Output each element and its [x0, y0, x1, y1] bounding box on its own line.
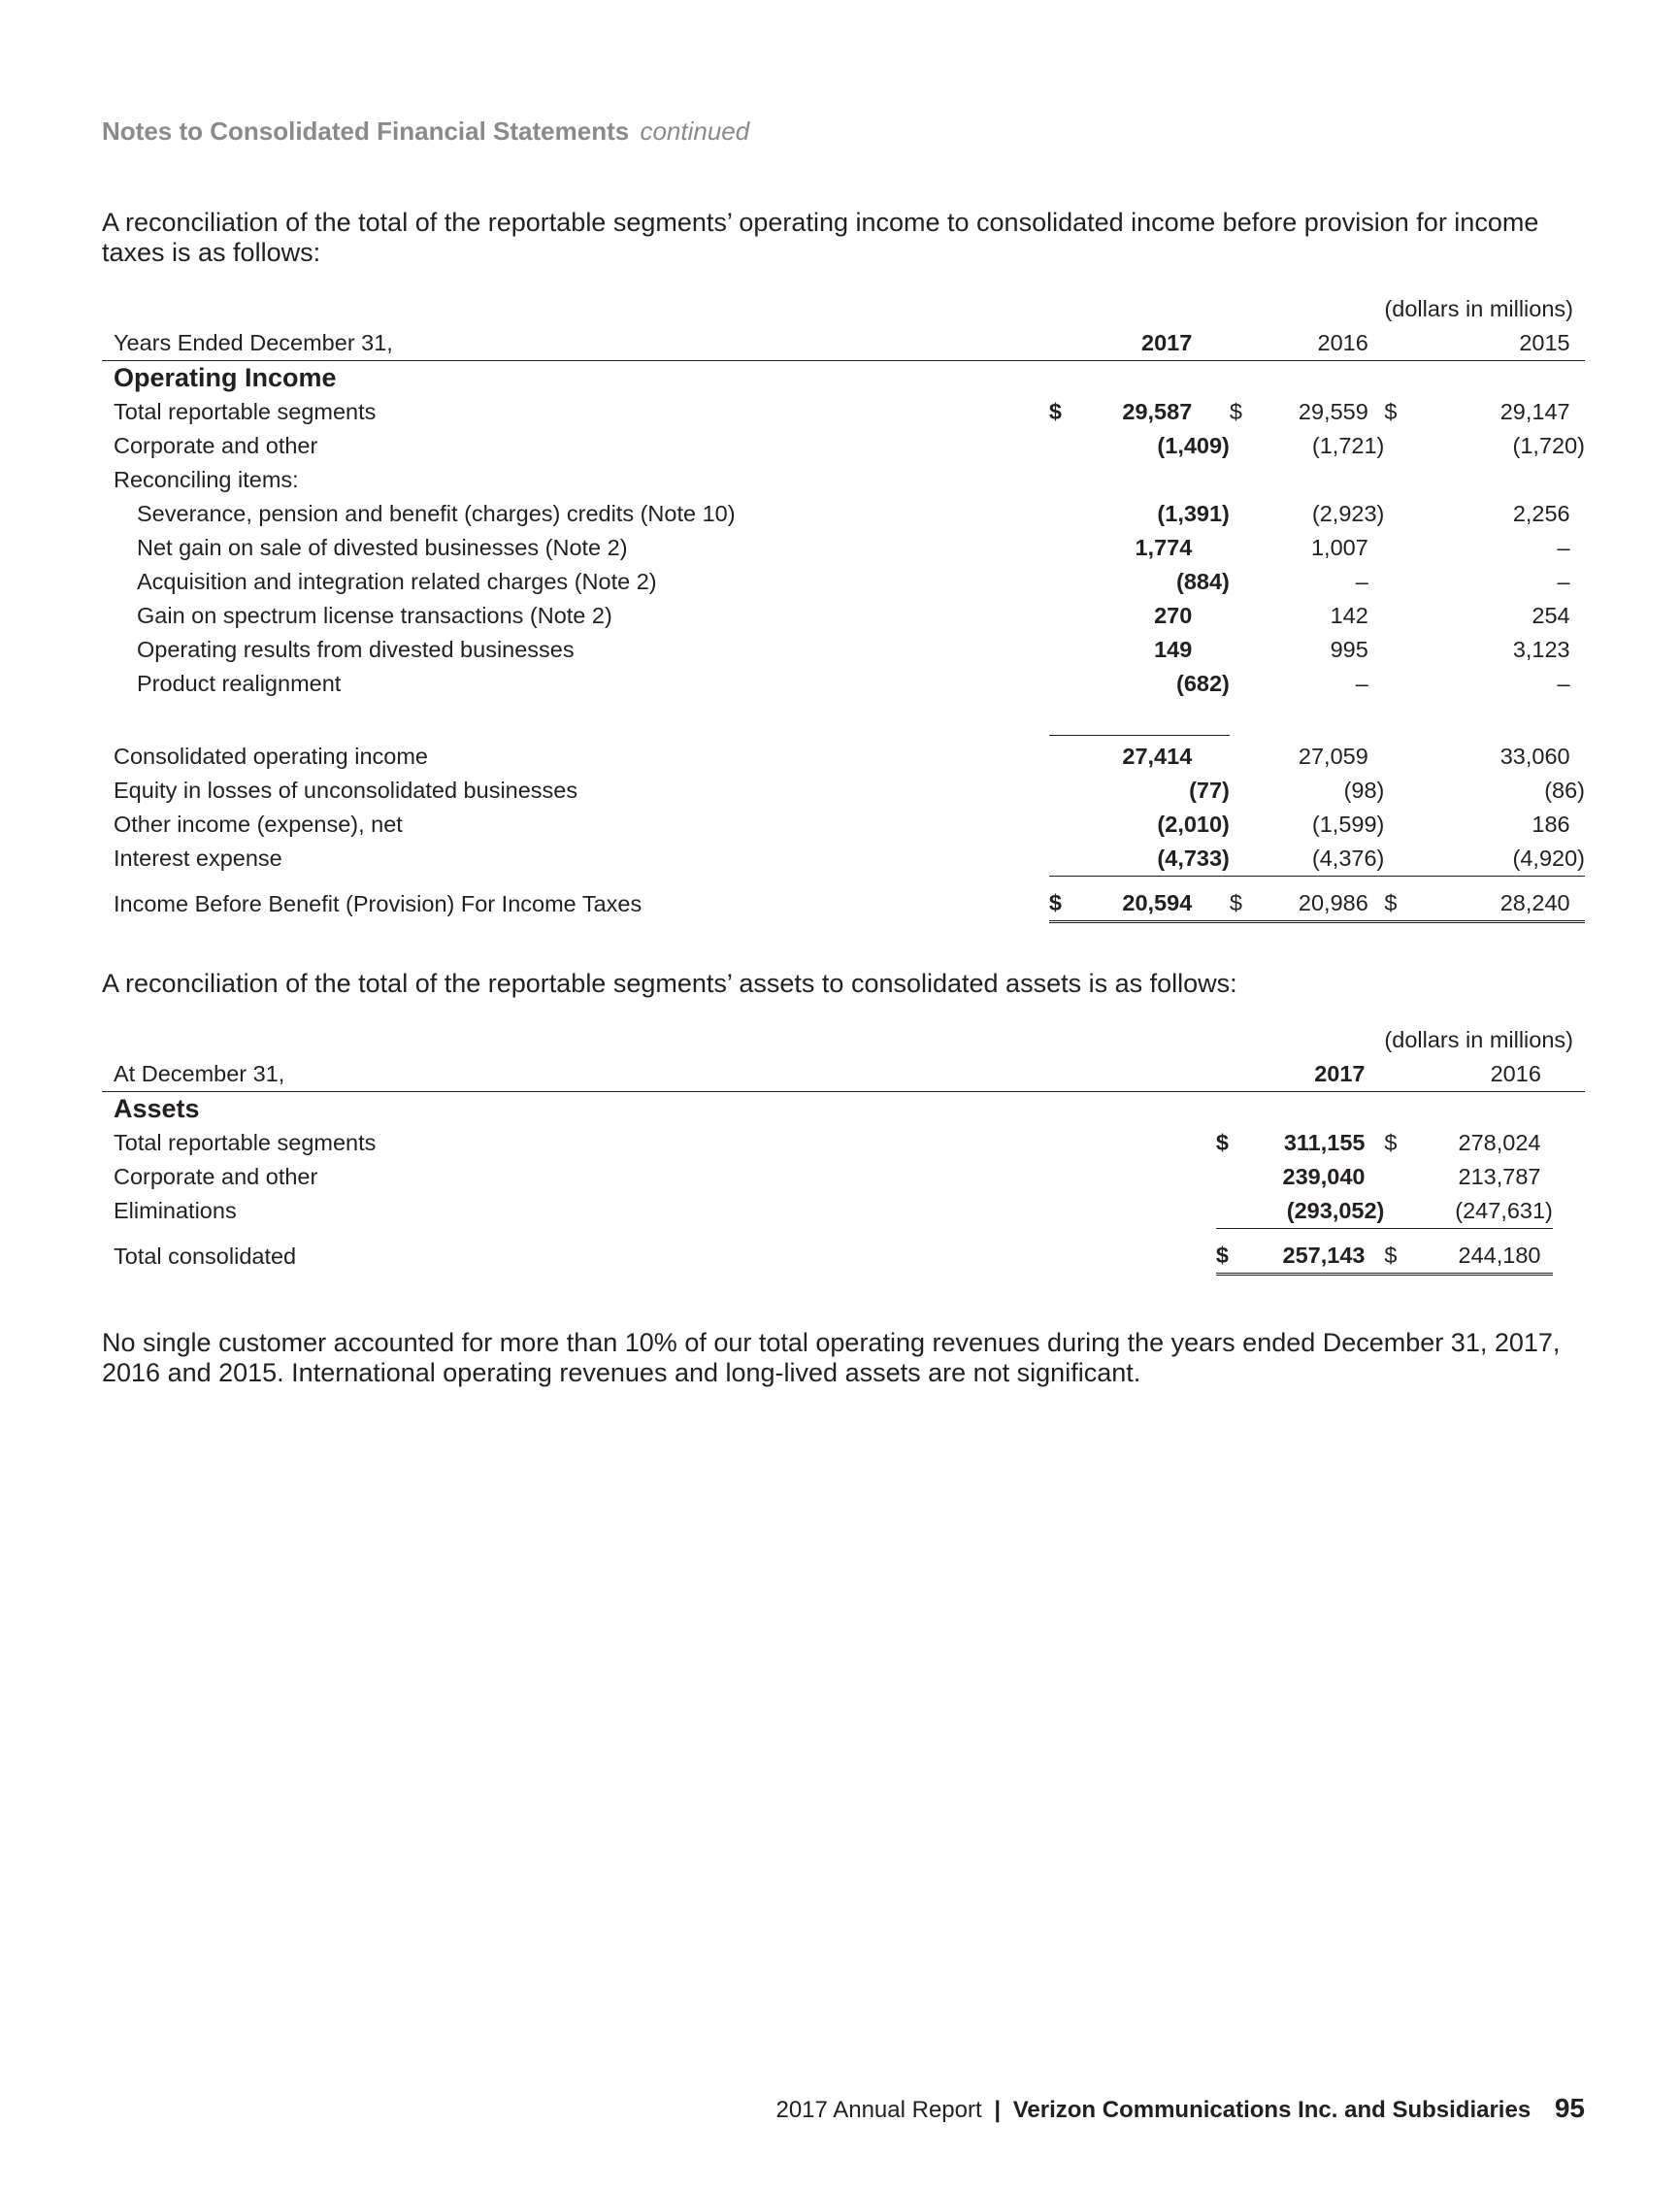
table-row	[102, 740, 1585, 774]
row-label: Gain on spectrum license transactions (Note 2)	[137, 603, 612, 628]
value-2016: (1,721)	[1311, 433, 1385, 458]
unit-note: (dollars in millions)	[1384, 1027, 1573, 1052]
value-2016: (247,631)	[1419, 1194, 1553, 1229]
value-2015: –	[1557, 535, 1570, 560]
value-2016: (98)	[1343, 778, 1385, 803]
value-2016: (4,376)	[1256, 842, 1385, 877]
value-2017: (682)	[1176, 671, 1230, 696]
value-2016: 1,007	[1310, 535, 1368, 560]
value-2016: 213,787	[1458, 1164, 1541, 1189]
value-2017: (2,010)	[1157, 812, 1230, 837]
value-2016: 995	[1330, 637, 1368, 662]
value-2015: 186	[1532, 812, 1570, 837]
value-2015: (1,720)	[1512, 433, 1585, 458]
table-row	[102, 599, 1585, 633]
currency-symbol: $	[1216, 1239, 1249, 1275]
page-header	[102, 116, 749, 147]
section-heading: Assets	[114, 1094, 200, 1123]
page-footer	[102, 2093, 1585, 2124]
intro-paragraph-assets: A reconciliation of the total of the reportable segments’ assets to consolidated assets is as follows:	[102, 969, 1237, 998]
value-2017: 149	[1154, 637, 1193, 662]
row-label: Severance, pension and benefit (charges) credits (Note 10)	[137, 501, 736, 526]
value-2015: –	[1557, 671, 1570, 696]
year-header-2016: 2016	[1256, 326, 1368, 361]
value-2016: 244,180	[1419, 1239, 1541, 1275]
page-number: 95	[1554, 2093, 1585, 2123]
column-label: Years Ended December 31,	[102, 326, 1049, 361]
table-row	[102, 429, 1585, 463]
value-2016: 29,559	[1298, 399, 1368, 424]
value-2017: (293,052)	[1249, 1194, 1385, 1229]
table-row	[102, 1126, 1585, 1160]
currency-symbol: $	[1384, 886, 1419, 922]
value-2016: –	[1355, 671, 1368, 696]
currency-symbol: $	[1048, 399, 1062, 424]
table-row	[102, 1194, 1585, 1229]
value-2016: 278,024	[1458, 1130, 1541, 1155]
currency-symbol: $	[1384, 1239, 1418, 1275]
value-2017: 1,774	[1135, 535, 1193, 560]
row-label: Operating results from divested businesses	[137, 637, 575, 662]
assets-reconciliation-table	[102, 1023, 1585, 1276]
row-label: Reconciling items:	[114, 467, 299, 492]
value-2015: 28,240	[1419, 886, 1570, 922]
footer-report: 2017 Annual Report	[775, 2097, 982, 2123]
table-row	[102, 531, 1585, 565]
row-label: Interest expense	[114, 846, 282, 872]
intro-paragraph-operating-income: A reconciliation of the total of the reportable segments’ operating income to consolidated income before provision for income taxes is as follows:	[102, 208, 1539, 267]
table-row	[102, 808, 1585, 842]
row-label: Equity in losses of unconsolidated businesses	[114, 778, 578, 803]
value-2015: –	[1557, 569, 1570, 594]
row-label: Other income (expense), net	[114, 812, 403, 837]
operating-income-reconciliation-table	[102, 292, 1585, 923]
table-row	[102, 842, 1585, 877]
row-label: Eliminations	[114, 1198, 237, 1224]
value-2015: 254	[1532, 603, 1570, 628]
row-label: Product realignment	[137, 671, 342, 696]
header-title: Notes to Consolidated Financial Statements	[102, 116, 630, 146]
unit-note: (dollars in millions)	[1384, 296, 1573, 321]
table-row	[102, 633, 1585, 667]
table-row	[102, 463, 1585, 497]
table-row-total	[102, 886, 1585, 922]
table-row	[102, 667, 1585, 701]
value-2017: (1,409)	[1157, 433, 1230, 458]
currency-symbol: $	[1384, 399, 1398, 424]
value-2017: 20,594	[1075, 886, 1193, 922]
value-2015: 29,147	[1499, 399, 1570, 424]
row-label: Net gain on sale of divested businesses (Note 2)	[137, 535, 628, 560]
footer-company: Verizon Communications Inc. and Subsidiaries	[1012, 2097, 1532, 2123]
value-2017: 311,155	[1283, 1130, 1366, 1155]
currency-symbol: $	[1049, 886, 1075, 922]
currency-symbol: $	[1215, 1130, 1229, 1155]
row-label: Corporate and other	[114, 433, 318, 458]
row-label: Acquisition and integration related charges (Note 2)	[137, 569, 657, 594]
column-label: At December 31,	[102, 1057, 1216, 1092]
value-2017: (77)	[1189, 778, 1230, 803]
value-2017: 29,587	[1122, 399, 1193, 424]
currency-symbol: $	[1384, 1130, 1398, 1155]
footer-separator: |	[994, 2097, 1002, 2123]
table-row	[102, 1160, 1585, 1194]
customer-concentration-note: No single customer accounted for more than 10% of our total operating revenues during the years ended December 31, 2017, 2016 and 2015. International operating revenues and long-lived assets are not significant.	[102, 1328, 1561, 1387]
table-row-total	[102, 1239, 1585, 1275]
header-continued: continued	[640, 116, 750, 146]
row-label: Total consolidated	[114, 1243, 297, 1269]
section-heading: Operating Income	[114, 363, 337, 392]
value-2017: (1,391)	[1157, 501, 1230, 526]
value-2017: 27,414	[1122, 744, 1193, 769]
row-label: Total reportable segments	[114, 399, 377, 424]
row-label: Income Before Benefit (Provision) For Income Taxes	[114, 890, 642, 916]
year-header-2016: 2016	[1419, 1057, 1553, 1092]
value-2016: 20,986	[1256, 886, 1368, 922]
year-header-2015: 2015	[1419, 326, 1570, 361]
value-2017: (4,733)	[1075, 842, 1230, 877]
value-2015: 2,256	[1512, 501, 1570, 526]
year-header-2017: 2017	[1075, 326, 1193, 361]
value-2016: (1,599)	[1311, 812, 1385, 837]
value-2016: (2,923)	[1311, 501, 1385, 526]
value-2017: 257,143	[1249, 1239, 1366, 1275]
row-label: Corporate and other	[114, 1164, 318, 1189]
document-page	[102, 0, 1585, 2190]
table-row	[102, 497, 1585, 531]
value-2015: 3,123	[1512, 637, 1570, 662]
value-2016: –	[1355, 569, 1368, 594]
value-2015: (4,920)	[1419, 842, 1585, 877]
table-row	[102, 565, 1585, 599]
row-label: Total reportable segments	[114, 1130, 377, 1155]
value-2017: (884)	[1176, 569, 1230, 594]
currency-symbol: $	[1230, 886, 1256, 922]
value-2015: 33,060	[1499, 744, 1570, 769]
currency-symbol: $	[1229, 399, 1242, 424]
value-2017: 239,040	[1282, 1164, 1366, 1189]
value-2016: 27,059	[1298, 744, 1368, 769]
table-row	[102, 774, 1585, 808]
table-row	[102, 395, 1585, 429]
value-2017: 270	[1154, 603, 1193, 628]
value-2016: 142	[1330, 603, 1368, 628]
value-2015: (86)	[1544, 778, 1585, 803]
row-label: Consolidated operating income	[114, 744, 428, 769]
year-header-2017: 2017	[1249, 1057, 1366, 1092]
